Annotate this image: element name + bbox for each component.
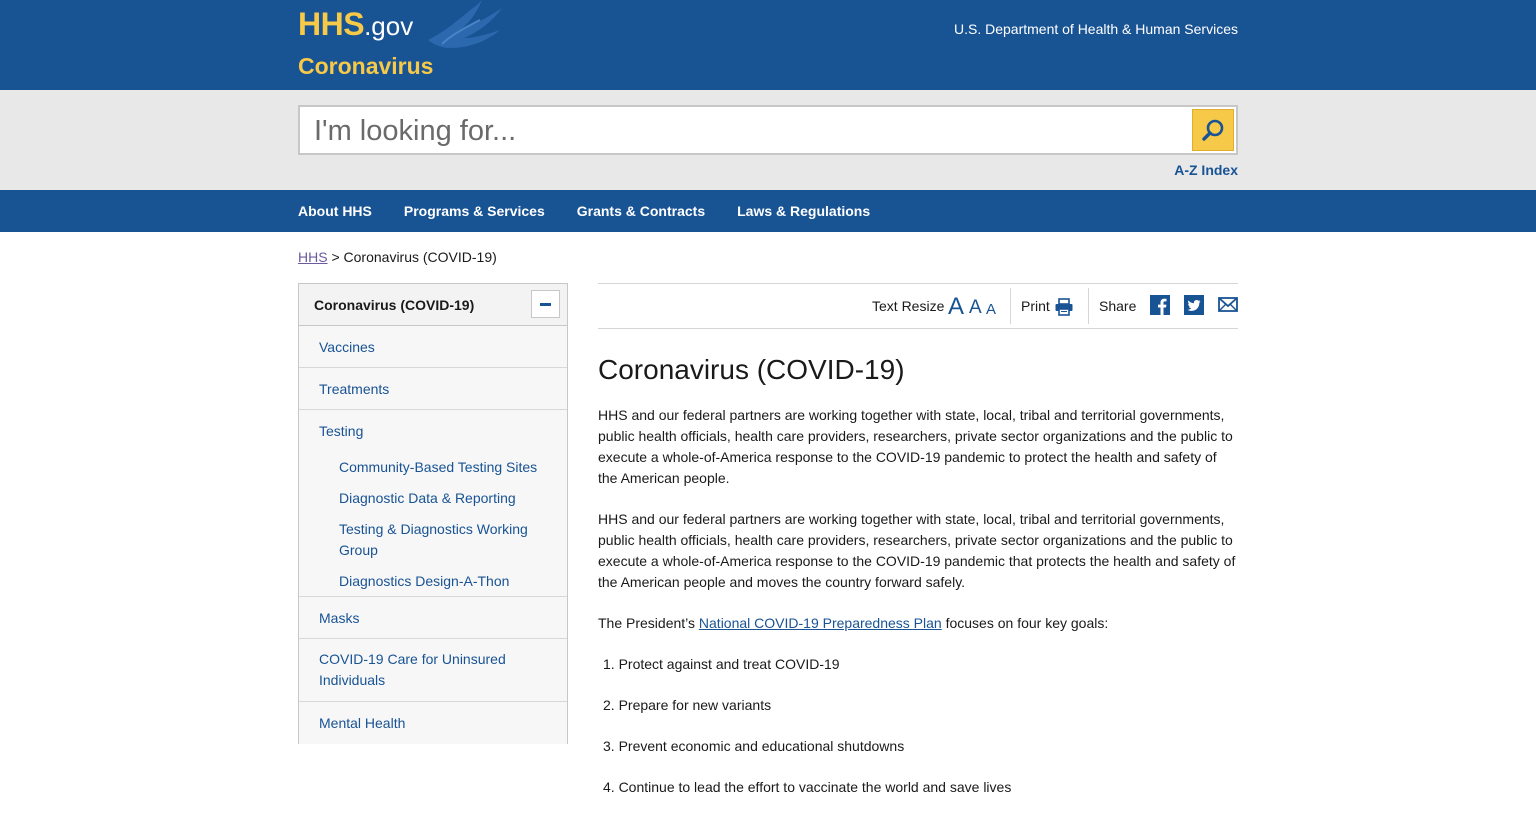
collapse-button[interactable] <box>531 290 560 318</box>
side-nav-sub-item[interactable]: Testing & Diagnostics Working Group <box>339 521 528 558</box>
side-nav-sub-item[interactable]: Diagnostic Data & Reporting <box>339 490 516 506</box>
search-box <box>298 105 1238 155</box>
twitter-icon[interactable] <box>1184 295 1204 315</box>
search-band <box>0 90 1536 190</box>
breadcrumb-current: Coronavirus (COVID-19) <box>343 249 497 265</box>
goal-item: 1. Protect against and treat COVID-19 <box>603 656 840 672</box>
side-nav-link[interactable]: Treatments <box>319 381 390 397</box>
side-nav-sub-item[interactable]: Community-Based Testing Sites <box>339 459 538 475</box>
nav-item-grants-contracts[interactable]: Grants & Contracts <box>576 203 706 219</box>
side-nav-item-masks[interactable] <box>299 597 567 639</box>
site-name[interactable]: Coronavirus <box>298 53 434 79</box>
side-nav-item-vaccines[interactable] <box>299 326 567 368</box>
logo-gov-text: .gov <box>364 11 414 41</box>
side-nav-link[interactable]: Mental Health <box>319 715 406 731</box>
text-resize-label: Text Resize <box>872 298 945 314</box>
plan-text-before: The President’s <box>598 615 699 631</box>
search-button[interactable] <box>1192 109 1234 151</box>
a-z-index-link[interactable]: A-Z Index <box>1174 162 1238 178</box>
share-label: Share <box>1099 298 1137 314</box>
page-title: Coronavirus (COVID-19) <box>598 354 905 385</box>
toolbar-divider <box>1010 288 1011 324</box>
side-nav-item-mental-health[interactable] <box>299 702 567 744</box>
facebook-icon[interactable] <box>1150 295 1170 315</box>
search-icon <box>1201 118 1225 142</box>
side-nav-item-treatments[interactable] <box>299 368 567 410</box>
plan-text-after: focuses on four key goals: <box>941 615 1109 631</box>
main-nav <box>0 190 1536 232</box>
text-size-small-button[interactable]: A <box>986 301 997 318</box>
side-nav-link[interactable]: Vaccines <box>319 339 375 355</box>
site-header <box>0 0 1536 90</box>
response-paragraph: HHS and our federal partners are working together with state, local, tribal and territorial governments, public health officials, health care providers, researchers, private sector organizations and the public to execute a whole-of-America response to the COVID-19 pandemic that protects the health and safety of the American people and moves the country forward safely. <box>598 511 1236 590</box>
email-icon[interactable] <box>1218 297 1238 312</box>
side-navigation <box>298 283 568 744</box>
print-icon[interactable] <box>1054 297 1074 317</box>
hhs-logo[interactable] <box>298 6 413 46</box>
side-nav-link[interactable]: Testing <box>319 423 364 439</box>
print-label[interactable]: Print <box>1021 298 1050 314</box>
eagle-icon <box>420 0 510 52</box>
side-nav-link[interactable]: Masks <box>319 610 360 626</box>
side-nav-heading[interactable]: Coronavirus (COVID-19) <box>314 297 475 313</box>
goal-item: 3. Prevent economic and educational shutdowns <box>603 738 905 754</box>
department-name[interactable]: U.S. Department of Health & Human Services <box>953 21 1238 37</box>
breadcrumb-home-link[interactable]: HHS <box>298 249 328 265</box>
search-input[interactable] <box>314 113 1174 149</box>
preparedness-plan-link[interactable]: National COVID-19 Preparedness Plan <box>698 615 942 631</box>
minus-icon <box>540 303 551 306</box>
main-content <box>598 350 1238 795</box>
side-nav-sub-item[interactable]: Diagnostics Design-A-Thon <box>339 573 510 589</box>
breadcrumb <box>298 249 497 265</box>
text-size-large-button[interactable]: A <box>948 293 965 320</box>
side-nav-header <box>299 284 567 326</box>
nav-item-laws-regulations[interactable]: Laws & Regulations <box>737 203 871 219</box>
intro-paragraph: HHS and our federal partners are working together with state, local, tribal and territorial governments, public health officials, health care providers, researchers, private sector organizations and the public to execute a whole-of-America response to the COVID-19 pandemic to protect the health and safety of the American people. <box>598 407 1233 486</box>
nav-item-programs-services[interactable]: Programs & Services <box>403 203 545 219</box>
plan-paragraph <box>598 613 1238 634</box>
side-nav-item-testing <box>299 410 567 597</box>
nav-item-about-hhs[interactable]: About HHS <box>298 203 372 219</box>
breadcrumb-separator: > <box>331 249 340 265</box>
toolbar-divider <box>1088 288 1089 324</box>
page-toolbar <box>598 283 1238 329</box>
side-nav-item-uninsured-care[interactable] <box>299 639 567 702</box>
goal-item: 4. Continue to lead the effort to vaccinate the world and save lives <box>603 779 1012 795</box>
text-size-medium-button[interactable]: A <box>969 297 982 318</box>
side-nav-link[interactable]: COVID-19 Care for Uninsured Individuals <box>319 651 506 688</box>
logo-hhs-text: HHS <box>298 6 365 42</box>
goal-item: 2. Prepare for new variants <box>603 697 772 713</box>
